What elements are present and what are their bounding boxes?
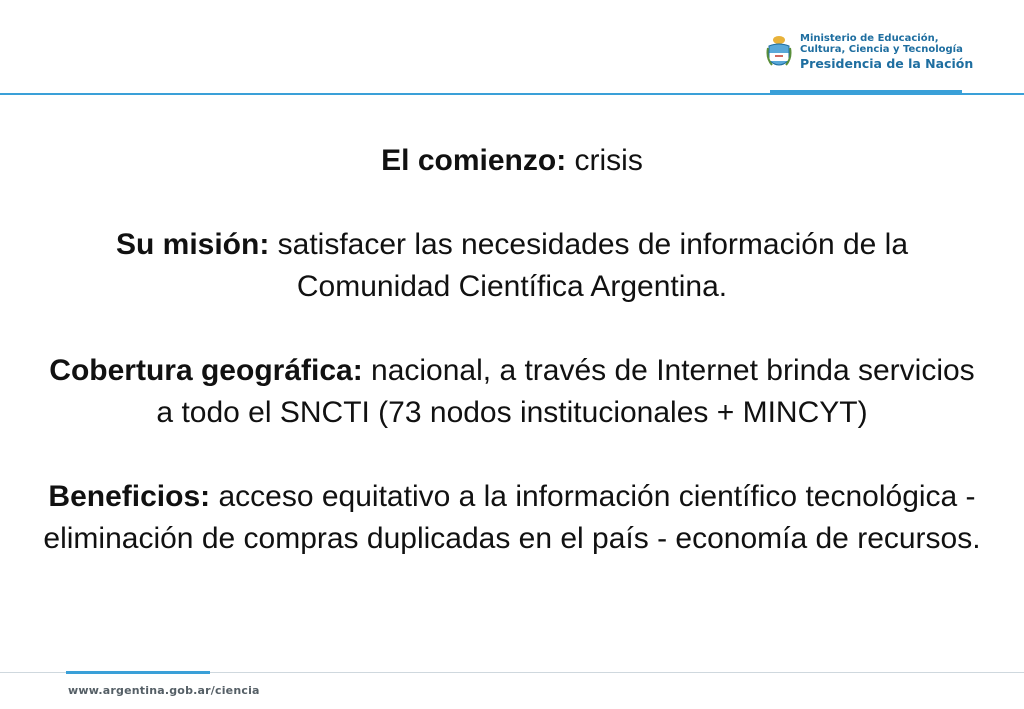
slide-content <box>40 140 984 560</box>
logo-ministry-line-2: Cultura, Ciencia y Tecnología <box>800 43 963 55</box>
header-accent-bar <box>770 90 962 93</box>
header-divider <box>0 93 1024 95</box>
paragraph-text: crisis <box>566 144 643 177</box>
paragraph-text: satisfacer las necesidades de información de la Comunidad Científica Argentina. <box>269 228 909 303</box>
footer-url: www.argentina.gob.ar/ciencia <box>68 684 260 697</box>
paragraph-text: acceso equitativo a la información científico tecnológica - eliminación de compras duplicadas en el país - economía de recursos. <box>43 480 981 555</box>
paragraph-label: El comienzo: <box>381 144 567 177</box>
footer-accent-bar <box>66 671 210 674</box>
paragraph-cobertura <box>40 350 984 434</box>
logo-ministry-line-1: Ministerio de Educación, <box>800 33 939 44</box>
paragraph-label: Cobertura geográfica: <box>49 354 363 387</box>
paragraph-comienzo <box>40 140 984 182</box>
paragraph-mision <box>40 224 984 308</box>
paragraph-label: Su misión: <box>115 228 270 261</box>
paragraph-text: nacional, a través de Internet brinda servicios a todo el SNCTI (73 nodos institucionales + MINCYT) <box>156 354 975 429</box>
paragraph-beneficios <box>40 476 984 560</box>
ministry-logo <box>766 34 973 70</box>
coat-of-arms-icon <box>766 34 792 70</box>
logo-presidency-line: Presidencia de la Nación <box>800 56 974 71</box>
paragraph-label: Beneficios: <box>48 480 211 513</box>
